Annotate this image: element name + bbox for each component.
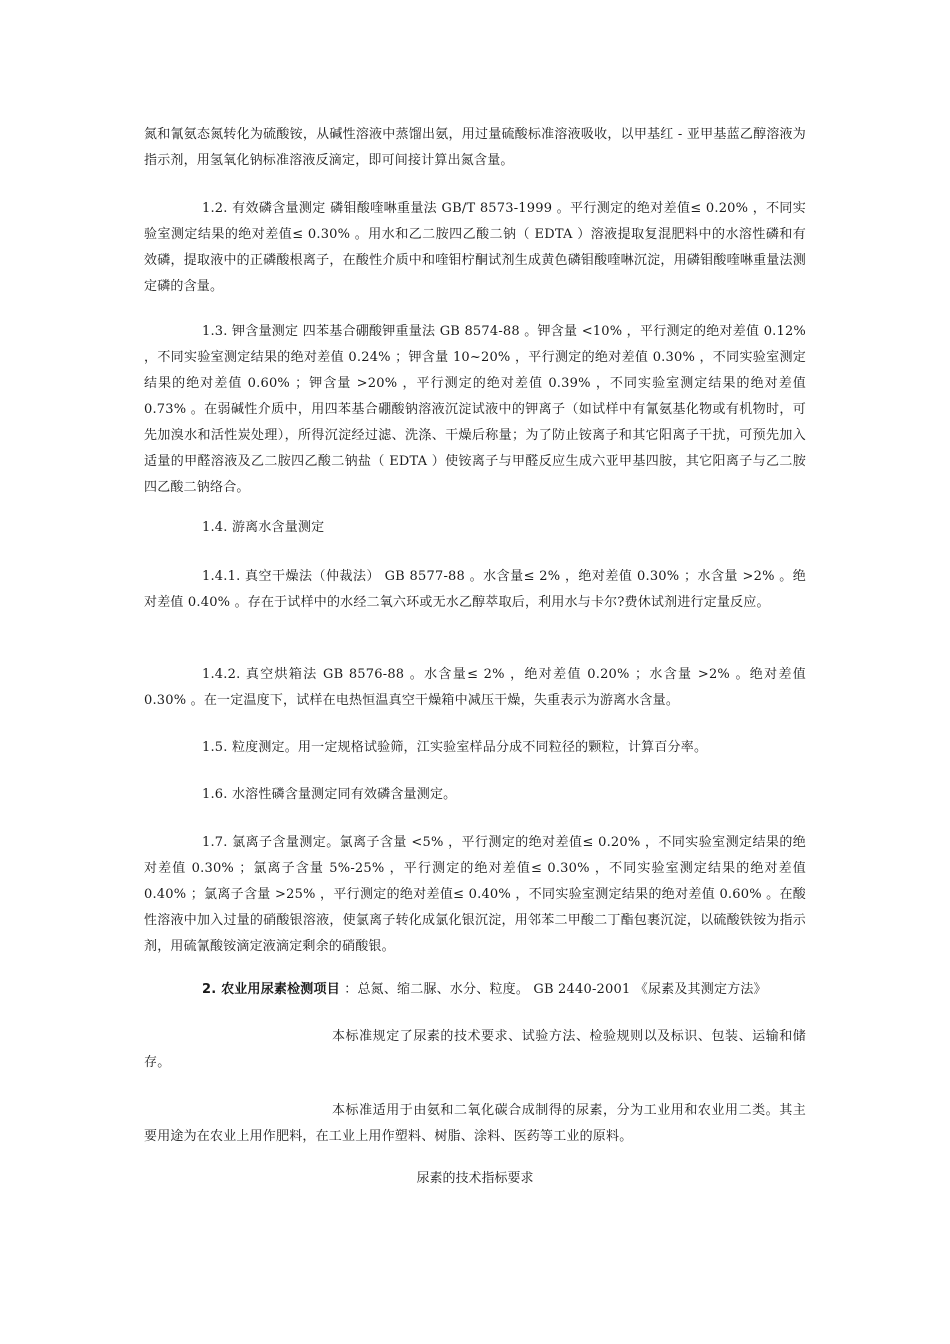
paragraph-water-soluble-phosphorus: 1.6. 水溶性磷含量测定同有效磷含量测定。 bbox=[202, 787, 457, 802]
urea-section-heading: 2. 农业用尿素检测项目 bbox=[202, 982, 340, 997]
paragraph-urea-items bbox=[144, 977, 806, 1003]
heading-free-water: 1.4. 游离水含量测定 bbox=[202, 520, 325, 535]
paragraph-phosphorus-content: 1.2. 有效磷含量测定 磷钼酸喹啉重量法 GB/T 8573-1999 。平行测定的绝对差值≤ 0.20% ，不同实验室测定结果的绝对差值≤ 0.30% 。用水和乙二胺四乙酸二钠（ EDTA ）溶液提取复混肥料中的水溶性磷和有效磷，提取液中的正磷酸根离子，在酸性介质中和喹钼柠酮试剂生成黄色磷钼酸喹啉沉淀，用磷钼酸喹啉重量法测定磷的含量。 bbox=[144, 201, 806, 294]
table-caption: 尿素的技术指标要求 bbox=[416, 1171, 534, 1186]
paragraph-chloride-content: 1.7. 氯离子含量测定。氯离子含量 <5% ，平行测定的绝对差值≤ 0.20% ，不同实验室测定结果的绝对差值 0.30% ；氯离子含量 5%-25% ，平行测定的绝对差值≤ 0.30% ，不同实验室测定结果的绝对差值 0.40% ；氯离子含量 >25% ，平行测定的绝对差值≤ 0.40% ，不同实验室测定结果的绝对差值 0.60% 。在酸性溶液中加入过量的硝酸银溶液，使氯离子转化成氯化银沉淀，用邻苯二甲酸二丁酯包裹沉淀，以硫酸铁铵为指示剂，用硫氰酸铵滴定液滴定剩余的硝酸银。 bbox=[144, 835, 806, 954]
paragraph-standard-scope: 本标准规定了尿素的技术要求、试验方法、检验规则以及标识、包装、运输和储存。 bbox=[144, 1029, 806, 1070]
paragraph-vacuum-drying: 1.4.1. 真空干燥法（仲裁法） GB 8577-88 。水含量≤ 2% ，绝对差值 0.30% ；水含量 >2% 。绝对差值 0.40% 。存在于试样中的水经二氧六环或无水乙醇萃取后，利用水与卡尔?费休试剂进行定量反应。 bbox=[144, 569, 806, 610]
paragraph-vacuum-oven: 1.4.2. 真空烘箱法 GB 8576-88 。水含量≤ 2% ，绝对差值 0.20% ；水含量 >2% 。绝对差值 0.30% 。在一定温度下，试样在电热恒温真空干燥箱中减压干燥，失重表示为游离水含量。 bbox=[144, 667, 806, 708]
paragraph-nitrogen-method: 氮和氰氨态氮转化为硫酸铵，从碱性溶液中蒸馏出氨，用过量硫酸标准溶液吸收，以甲基红 - 亚甲基蓝乙醇溶液为指示剂，用氢氧化钠标准溶液反滴定，即可间接计算出氮含量。 bbox=[144, 127, 806, 168]
paragraph-potassium-content: 1.3. 钾含量测定 四苯基合硼酸钾重量法 GB 8574-88 。钾含量 <10% ，平行测定的绝对差值 0.12% ，不同实验室测定结果的绝对差值 0.24% ；钾含量 10~20% ，平行测定的绝对差值 0.30% ，不同实验室测定结果的绝对差值 0.60% ；钾含量 >20% ，平行测定的绝对差值 0.39% ，不同实验室测定结果的绝对差值 0.73% 。在弱碱性介质中，用四苯基合硼酸钠溶液沉淀试液中的钾离子（如试样中有氰氨基化物或有机物时，可先加溴水和活性炭处理），所得沉淀经过滤、洗涤、干燥后称量；为了防止铵离子和其它阳离子干扰，可预先加入适量的甲醛溶液及乙二胺四乙酸二钠盐（ EDTA ）使铵离子与甲醛反应生成六亚甲基四胺，其它阳离子与乙二胺四乙酸二钠络合。 bbox=[144, 324, 806, 495]
paragraph-particle-size: 1.5. 粒度测定。用一定规格试验筛，江实验室样品分成不同粒径的颗粒，计算百分率。 bbox=[202, 740, 708, 755]
paragraph-standard-applicability: 本标准适用于由氨和二氧化碳合成制得的尿素，分为工业用和农业用二类。其主要用途为在农业上用作肥料，在工业上用作塑料、树脂、涂料、医药等工业的原料。 bbox=[144, 1103, 806, 1144]
urea-items-text: ：总氮、缩二脲、水分、粒度。 GB 2440-2001 《尿素及其测定方法》 bbox=[339, 982, 767, 997]
